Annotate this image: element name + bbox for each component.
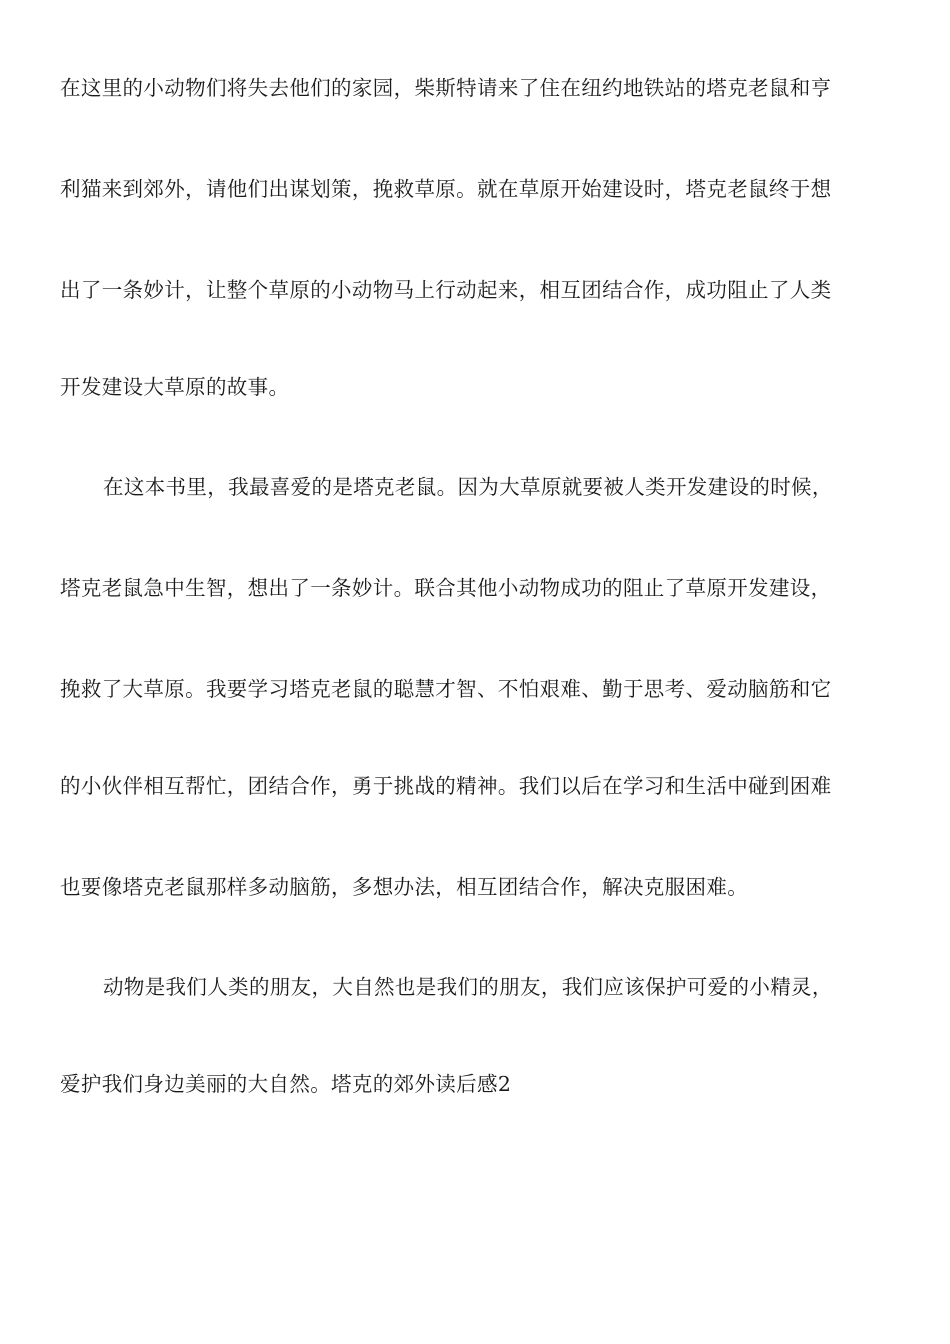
text-line: 的小伙伴相互帮忙，团结合作，勇于挑战的精神。我们以后在学习和生活中碰到困难 xyxy=(60,774,832,798)
paragraph-first-line: 动物是我们人类的朋友，大自然也是我们的朋友，我们应该保护可爱的小精灵， xyxy=(103,975,833,999)
text-line: 出了一条妙计，让整个草原的小动物马上行动起来，相互团结合作，成功阻止了人类 xyxy=(60,278,832,302)
text-line: 也要像塔克老鼠那样多动脑筋，多想办法，相互团结合作，解决克服困难。 xyxy=(60,875,749,899)
text-line: 开发建设大草原的故事。 xyxy=(60,375,290,399)
text-line: 塔克老鼠急中生智，想出了一条妙计。联合其他小动物成功的阻止了草原开发建设， xyxy=(60,576,832,600)
text-line: 爱护我们身边美丽的大自然。塔克的郊外读后感2 xyxy=(60,1072,512,1096)
paragraph-first-line: 在这本书里，我最喜爱的是塔克老鼠。因为大草原就要被人类开发建设的时候， xyxy=(103,475,833,499)
text-line: 在这里的小动物们将失去他们的家园，柴斯特请来了住在纽约地铁站的塔克老鼠和亨 xyxy=(60,76,832,100)
text-line: 挽救了大草原。我要学习塔克老鼠的聪慧才智、不怕艰难、勤于思考、爱动脑筋和它 xyxy=(60,677,832,701)
text-line: 利猫来到郊外，请他们出谋划策，挽救草原。就在草原开始建设时，塔克老鼠终于想 xyxy=(60,177,832,201)
